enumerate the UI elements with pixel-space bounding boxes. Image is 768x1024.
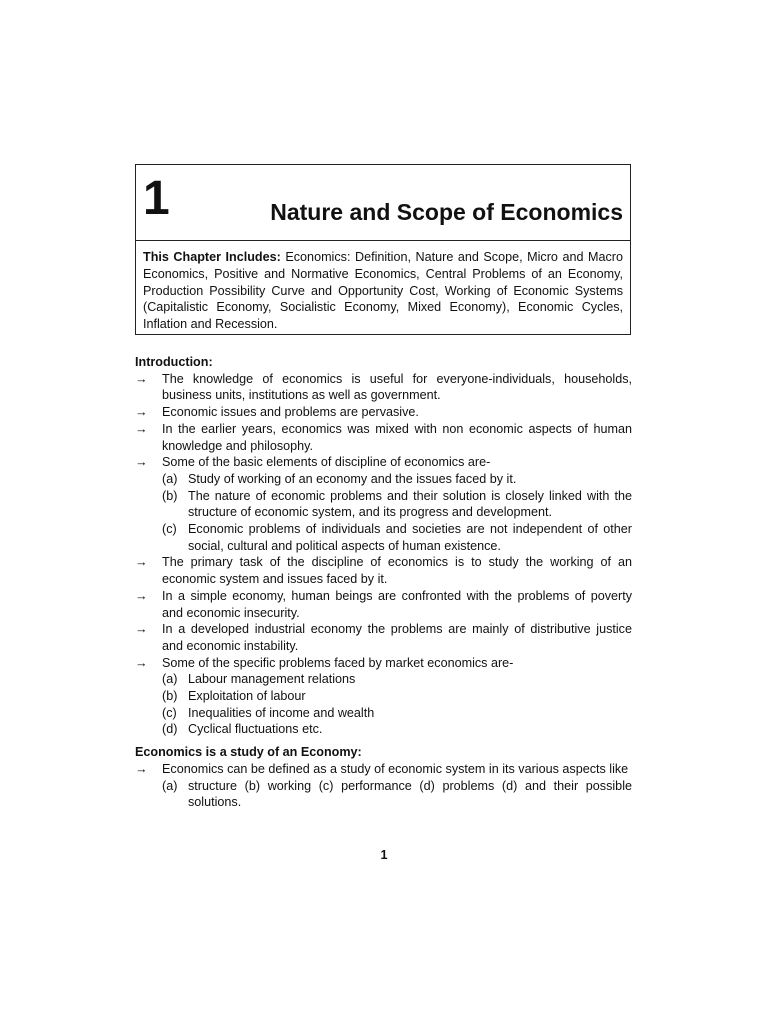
- economy-section-heading: Economics is a study of an Economy:: [135, 745, 362, 760]
- list-item: [135, 404, 632, 421]
- list-item: [135, 761, 632, 811]
- sub-item-text: The nature of economic problems and their solution is closely linked with the structure of economic system, and its progress and development.: [188, 488, 632, 520]
- economy-section-list: [135, 761, 632, 811]
- list-item-text: The primary task of the discipline of economics is to study the working of an economic system and issues faced by it.: [162, 555, 632, 587]
- list-item-text: Economics can be defined as a study of economic system in its various aspects like: [162, 761, 629, 776]
- sub-list-item: [162, 721, 632, 738]
- sub-item-text: structure (b) working (c) performance (d) problems (d) and their possible solutions.: [188, 778, 632, 810]
- chapter-includes-label: This Chapter Includes:: [143, 250, 281, 264]
- list-item-text: Economic issues and problems are pervasive.: [162, 405, 419, 420]
- sub-item-label: (b): [162, 488, 178, 503]
- sub-item-text: Cyclical fluctuations etc.: [188, 722, 323, 737]
- chapter-number: 1: [143, 172, 170, 225]
- introduction-heading: Introduction:: [135, 355, 213, 369]
- sub-item-text: Study of working of an economy and the issues faced by it.: [188, 471, 517, 486]
- sub-list-item: [162, 705, 632, 722]
- list-item-text: In a simple economy, human beings are confronted with the problems of poverty and economic insecurity.: [162, 588, 632, 620]
- introduction-list: [135, 371, 632, 738]
- list-item-text: Some of the basic elements of discipline of economics are-: [162, 455, 491, 470]
- page-content: [135, 354, 632, 811]
- arrow-bullet-icon: →: [135, 421, 148, 436]
- sub-item-text: Economic problems of individuals and societies are not independent of other social, cultural and political aspects of human existence.: [188, 522, 632, 553]
- sub-list: [162, 471, 632, 555]
- list-item: [135, 621, 632, 654]
- sub-item-text: Labour management relations: [188, 672, 356, 687]
- list-item: [135, 655, 632, 739]
- chapter-title: Nature and Scope of Economics: [270, 199, 623, 225]
- arrow-bullet-icon: →: [135, 405, 148, 420]
- sub-item-text: Inequalities of income and wealth: [188, 705, 375, 720]
- sub-list-item: [162, 688, 632, 705]
- list-item: [135, 588, 632, 621]
- list-item: [135, 371, 632, 404]
- sub-item-label: (b): [162, 689, 178, 704]
- arrow-bullet-icon: →: [135, 588, 148, 603]
- chapter-includes-text: Economics: Definition, Nature and Scope, Micro and Macro Economics, Positive and Normative Economics, Central Problems of an Economy, Production Possibility Curve and Opportunity Cost, Working of Economic Systems (Capitalistic Economy, Socialistic Economy, Mixed Economy), Economic Cycles, Inflation and Recession.: [143, 250, 623, 332]
- sub-item-label: (a): [162, 778, 178, 793]
- sub-list-item: [162, 488, 632, 521]
- page-number: 1: [380, 848, 388, 862]
- list-item: [135, 421, 632, 454]
- chapter-header-box: [135, 164, 631, 335]
- chapter-includes: [136, 241, 630, 333]
- arrow-bullet-icon: →: [135, 555, 148, 570]
- list-item-text: In a developed industrial economy the problems are mainly of distributive justice and economic instability.: [162, 622, 632, 653]
- chapter-heading-row: [136, 165, 630, 241]
- sub-list-item: [162, 471, 632, 488]
- list-item-text: The knowledge of economics is useful for everyone-individuals, households, business units, institutions as well as government.: [162, 371, 632, 403]
- sub-list-item: [162, 671, 632, 688]
- sub-list-item: [162, 521, 632, 554]
- arrow-bullet-icon: →: [135, 371, 148, 386]
- list-item: [135, 554, 632, 587]
- sub-item-label: (d): [162, 722, 178, 737]
- sub-list: [162, 671, 632, 738]
- sub-list: [162, 778, 632, 811]
- arrow-bullet-icon: →: [135, 655, 148, 670]
- arrow-bullet-icon: →: [135, 455, 148, 470]
- sub-item-label: (a): [162, 471, 178, 486]
- sub-item-text: Exploitation of labour: [188, 689, 306, 704]
- sub-item-label: (a): [162, 672, 178, 687]
- list-item: [135, 454, 632, 554]
- sub-list-item: [162, 778, 632, 811]
- arrow-bullet-icon: →: [135, 761, 148, 776]
- list-item-text: In the earlier years, economics was mixed with non economic aspects of human knowledge and philosophy.: [162, 421, 632, 453]
- sub-item-label: (c): [162, 522, 177, 537]
- sub-item-label: (c): [162, 705, 177, 720]
- list-item-text: Some of the specific problems faced by market economics are-: [162, 655, 514, 670]
- arrow-bullet-icon: →: [135, 622, 148, 637]
